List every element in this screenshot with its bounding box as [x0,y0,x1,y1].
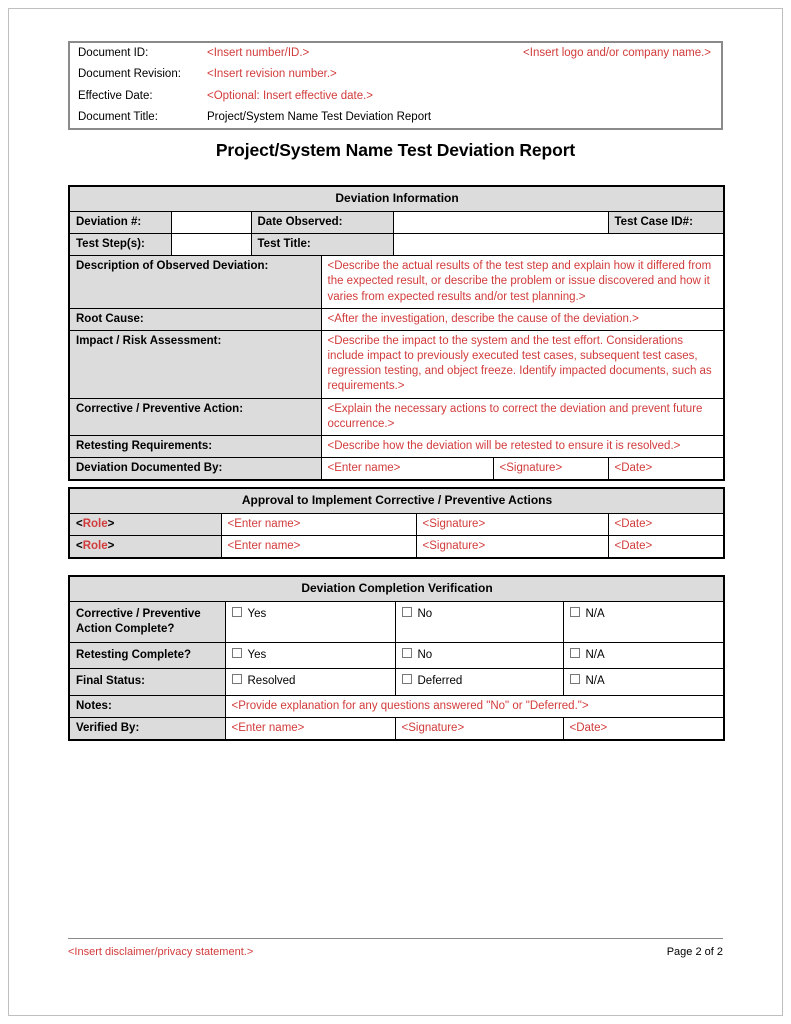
table-row [69,398,724,435]
root-cause-label: Root Cause: [69,308,321,330]
impact-label: Impact / Risk Assessment: [69,330,321,398]
verified-by-signature[interactable]: <Signature> [395,717,563,740]
table-row [69,695,724,717]
capa-option-no-label: No [417,607,433,620]
checkbox-icon[interactable] [570,648,580,658]
approval-signature-2[interactable]: <Signature> [416,536,608,559]
table-row [69,536,724,559]
approval-signature-1[interactable]: <Signature> [416,513,608,535]
role-close-bracket: > [107,517,115,530]
documented-by-signature[interactable]: <Signature> [493,458,608,481]
table-row [69,234,724,256]
verified-by-date[interactable]: <Date> [563,717,724,740]
document-info-header [68,41,723,130]
final-status-resolved[interactable] [225,669,395,695]
role-open-bracket: < [76,517,83,530]
effective-date-value[interactable]: <Optional: Insert effective date.> [207,89,374,102]
table-row [69,308,724,330]
deviation-information-table-wrap [68,185,723,481]
capa-option-na-label: N/A [585,607,605,620]
verified-by-label: Verified By: [69,717,225,740]
table-row [69,643,724,669]
notes-label: Notes: [69,695,225,717]
final-status-label: Final Status: [69,669,225,695]
approval-name-1[interactable]: <Enter name> [221,513,416,535]
checkbox-icon[interactable] [402,607,412,617]
retesting-requirements-label: Retesting Requirements: [69,435,321,457]
checkbox-icon[interactable] [402,674,412,684]
test-steps-label: Test Step(s): [69,234,171,256]
verification-section-title: Deviation Completion Verification [69,576,724,601]
document-title-label: Document Title: [78,110,158,123]
approval-table-wrap [68,487,723,559]
logo-placeholder[interactable]: <Insert logo and/or company name.> [523,47,711,59]
final-status-deferred-label: Deferred [417,675,463,688]
approval-table [68,487,725,559]
date-observed-label: Date Observed: [251,211,393,233]
final-status-deferred[interactable] [395,669,563,695]
description-label: Description of Observed Deviation: [69,256,321,309]
verified-by-name[interactable]: <Enter name> [225,717,395,740]
verification-table-wrap [68,575,723,741]
approval-role-2[interactable] [69,536,221,559]
footer-page-number: Page 2 of 2 [666,946,723,958]
verification-section-header-row [69,576,724,601]
retesting-complete-label: Retesting Complete? [69,643,225,669]
final-status-resolved-label: Resolved [247,675,296,688]
page-footer [68,938,723,958]
documented-by-name[interactable]: <Enter name> [321,458,493,481]
table-row [69,256,724,309]
deviation-section-title: Deviation Information [69,186,724,211]
checkbox-icon[interactable] [232,648,242,658]
document-title-value[interactable]: Project/System Name Test Deviation Report [207,110,432,123]
table-row [69,601,724,642]
approval-section-title: Approval to Implement Corrective / Preventive Actions [69,488,724,513]
role-word: Role [82,540,108,552]
document-id-label: Document ID: [78,47,149,59]
role-close-bracket: > [107,540,115,552]
role-open-bracket: < [76,540,83,552]
retesting-option-na-label: N/A [585,649,605,662]
checkbox-icon[interactable] [232,674,242,684]
document-info-table [68,41,723,130]
checkbox-icon[interactable] [570,674,580,684]
table-row [69,458,724,481]
retesting-option-no-label: No [417,649,433,662]
date-observed-input[interactable] [393,211,608,233]
document-id-value[interactable]: <Insert number/ID.> [207,47,310,59]
retesting-option-no[interactable] [395,643,563,669]
documented-by-label: Deviation Documented By: [69,458,321,481]
checkbox-icon[interactable] [570,607,580,617]
document-revision-label: Document Revision: [78,68,181,81]
test-title-label: Test Title: [251,234,393,256]
retesting-option-na[interactable] [563,643,724,669]
root-cause-value[interactable]: <After the investigation, describe the cause of the deviation.> [321,308,724,330]
capa-option-no[interactable] [395,601,563,642]
approval-date-2[interactable]: <Date> [608,536,724,559]
corrective-action-label: Corrective / Preventive Action: [69,398,321,435]
table-row [69,211,724,233]
approval-section-header-row [69,488,724,513]
approval-name-2[interactable]: <Enter name> [221,536,416,559]
table-row [69,717,724,740]
impact-value[interactable]: <Describe the impact to the system and the test effort. Considerations include impact to previously executed test cases, subsequent test cases, regression testing, and object freeze. Identify impacted documents, such as requirements.> [321,330,724,398]
documented-by-date[interactable]: <Date> [608,458,724,481]
approval-role-1[interactable] [69,513,221,535]
capa-option-yes[interactable] [225,601,395,642]
footer-disclaimer[interactable]: <Insert disclaimer/privacy statement.> [68,946,254,958]
table-row [69,435,724,457]
retesting-requirements-value[interactable]: <Describe how the deviation will be retested to ensure it is resolved.> [321,435,724,457]
deviation-section-header-row [69,186,724,211]
test-steps-input[interactable] [171,234,251,256]
table-row [69,513,724,535]
deviation-number-label: Deviation #: [69,211,171,233]
table-row [69,669,724,695]
doc-info-row [69,42,722,64]
final-status-na[interactable] [563,669,724,695]
deviation-number-input[interactable] [171,211,251,233]
retesting-option-yes-label: Yes [247,649,267,662]
test-case-id-label: Test Case ID#: [608,211,724,233]
checkbox-icon[interactable] [232,607,242,617]
role-word: Role [82,517,108,530]
table-row [69,330,724,398]
test-title-input[interactable] [393,234,724,256]
capa-complete-label: Corrective / Preventive Action Complete? [69,601,225,642]
notes-value[interactable]: <Provide explanation for any questions answered "No" or "Deferred."> [225,695,724,717]
verification-table [68,575,725,741]
deviation-information-table [68,185,725,481]
corrective-action-value[interactable]: <Explain the necessary actions to correct the deviation and prevent future occurrence.> [321,398,724,435]
page-title: Project/System Name Test Deviation Report [215,140,576,160]
approval-date-1[interactable]: <Date> [608,513,724,535]
effective-date-label: Effective Date: [78,89,153,102]
description-value[interactable]: <Describe the actual results of the test step and explain how it differed from the expected result, or describe the problem or issue discovered and how it varies from expected results and/or test planning.> [321,256,724,309]
checkbox-icon[interactable] [402,648,412,658]
final-status-na-label: N/A [585,675,605,688]
capa-option-yes-label: Yes [247,607,267,620]
document-revision-value[interactable]: <Insert revision number.> [207,68,337,81]
capa-option-na[interactable] [563,601,724,642]
retesting-option-yes[interactable] [225,643,395,669]
